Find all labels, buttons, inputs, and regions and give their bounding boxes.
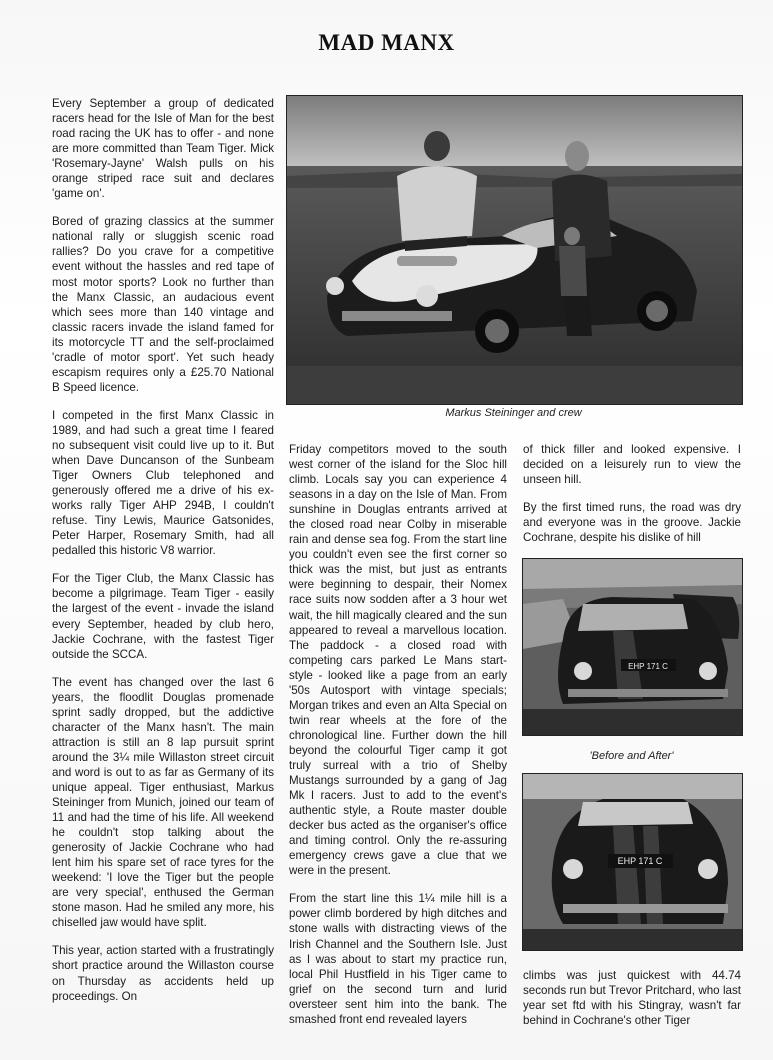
paragraph: For the Tiger Club, the Manx Classic has become a pilgrimage. Team Tiger - easily the largest of the event - invade the island every September, headed by club hero, Jackie Cochrane, with the fastest Tiger outside the SCCA. — [52, 572, 274, 661]
main-photo — [286, 95, 743, 405]
before-after-caption: 'Before and After' — [589, 750, 674, 762]
paragraph: climbs was just quickest with 44.74 seconds run but Trevor Pritchard, who last year set ftd with his Stingray, wasn't far behind in Cochrane's other Tiger — [523, 969, 741, 1028]
main-photo-image — [287, 96, 742, 404]
after-plate: EHP 171 C — [617, 856, 663, 866]
main-photo-caption: Markus Steininger and crew — [445, 407, 582, 419]
paragraph: of thick filler and looked expensive. I decided on a leisurely run to view the unseen hill. — [523, 443, 741, 487]
before-photo — [522, 558, 743, 736]
paragraph: Bored of grazing classics at the summer national rally or sluggish scenic road rallies? Do you crave for a competitive event without the hassles and red tape of most motor sports? Look no further than the Manx Classic, an audacious event which sees more than 140 vintage and classic racers invade the island famed for its motorcycle TT and the self-proclaimed 'cradle of motor sport'. Yet such heady escapism requires only a £25.70 National B Speed licence. — [52, 215, 274, 394]
paragraph: Every September a group of dedicated racers head for the Isle of Man for the best road racing the UK has to offer - and none are more committed than Team Tiger. Mick 'Rosemary-Jayne' Walsh pulls on his orange striped race suit and declares 'game on'. — [52, 97, 274, 201]
paragraph: I competed in the first Manx Classic in 1989, and had such a great time I feared no subsequent visit could live up to it. But when Dave Duncanson of the Sunbeam Tiger Owners Club telephoned and generously offered me a drive of his ex-works rally Tiger AHP 294B, I couldn't refuse. Tiny Lewis, Maurice Gatsonides, Peter Harper, Rosemary Smith, had all pedalled this historic V8 warrior. — [52, 408, 274, 558]
article-title: MAD MANX — [318, 30, 455, 55]
after-photo-image — [523, 774, 742, 950]
paragraph: This year, action started with a frustratingly short practice around the Willaston course on Thursday as accidents held up proceedings. On — [52, 944, 274, 1003]
before-plate: EHP 171 C — [628, 662, 668, 671]
paragraph: From the start line this 1¼ mile hill is a power climb bordered by high ditches and stone walls with distracting views of the Irish Channel and the Southern Isle. Just as I was about to start my practice run, local Phil Hustfield in his Tiger came to grief on the second turn and lurid oversteer sent him into the bank. The smashed front end revealed layers — [289, 892, 507, 1026]
paragraph: The event has changed over the last 6 years, the floodlit Douglas promenade sprint sadly dropped, but the addictive character of the Manx hasn't. The main attraction is still an 8 lap pursuit sprint around the 3¼ mile Willaston street circuit and word is out to as far as Germany of its unique appeal. Tiger enthusiast, Markus Steininger from Munich, joined our team of 11 and had the time of his life. All weekend he couldn't stop talking about the generosity of Jackie Cochrane who had lent him his spare set of race tyres for the weekend: 'I love the Tiger but the people are very special', enthused the German stone mason. Had he smiled any more, his chiselled jaw would have split. — [52, 675, 274, 930]
column-3-bottom — [523, 968, 741, 1041]
column-3 — [523, 442, 741, 558]
paragraph: Friday competitors moved to the south west corner of the island for the Sloc hill climb. Locals say you can experience 4 seasons in a day on the Isle of Man. From sunshine in Douglas entrants arrived at the closed road near Colby in miserable rain and dense sea fog. From the start line you couldn't even see the first corner so thick was the mist, but just as entrants were beginning to despair, their Nomex race suits now sodden after a 3 hour wet wait, the hill magically cleared and the sun appeared to reveal a marvellous location. The paddock - a closed road with competing cars parked Le Mans start-style - looked like a page from an early '50s Autosport with vintage specials; Morgan trikes and even an Alta Special on twin rear wheels at the fore of the chronological line. Further down the hill beyond the colourful Tiger camp it got truly surreal with a trio of Shelby Mustangs surrounded by a gang of Jag Mk I racers. Just to add to the event's authentic style, a Route master double decker bus acted as the organiser's office and timing control. Only the re-assuring emergency crews gave a clue that we were in the present. — [289, 443, 507, 878]
column-2 — [289, 442, 507, 1040]
paragraph: By the first timed runs, the road was dry and everyone was in the groove. Jackie Cochrane, despite his dislike of hill — [523, 501, 741, 545]
column-1 — [52, 96, 274, 1017]
before-photo-image — [523, 559, 742, 735]
after-photo — [522, 773, 743, 951]
